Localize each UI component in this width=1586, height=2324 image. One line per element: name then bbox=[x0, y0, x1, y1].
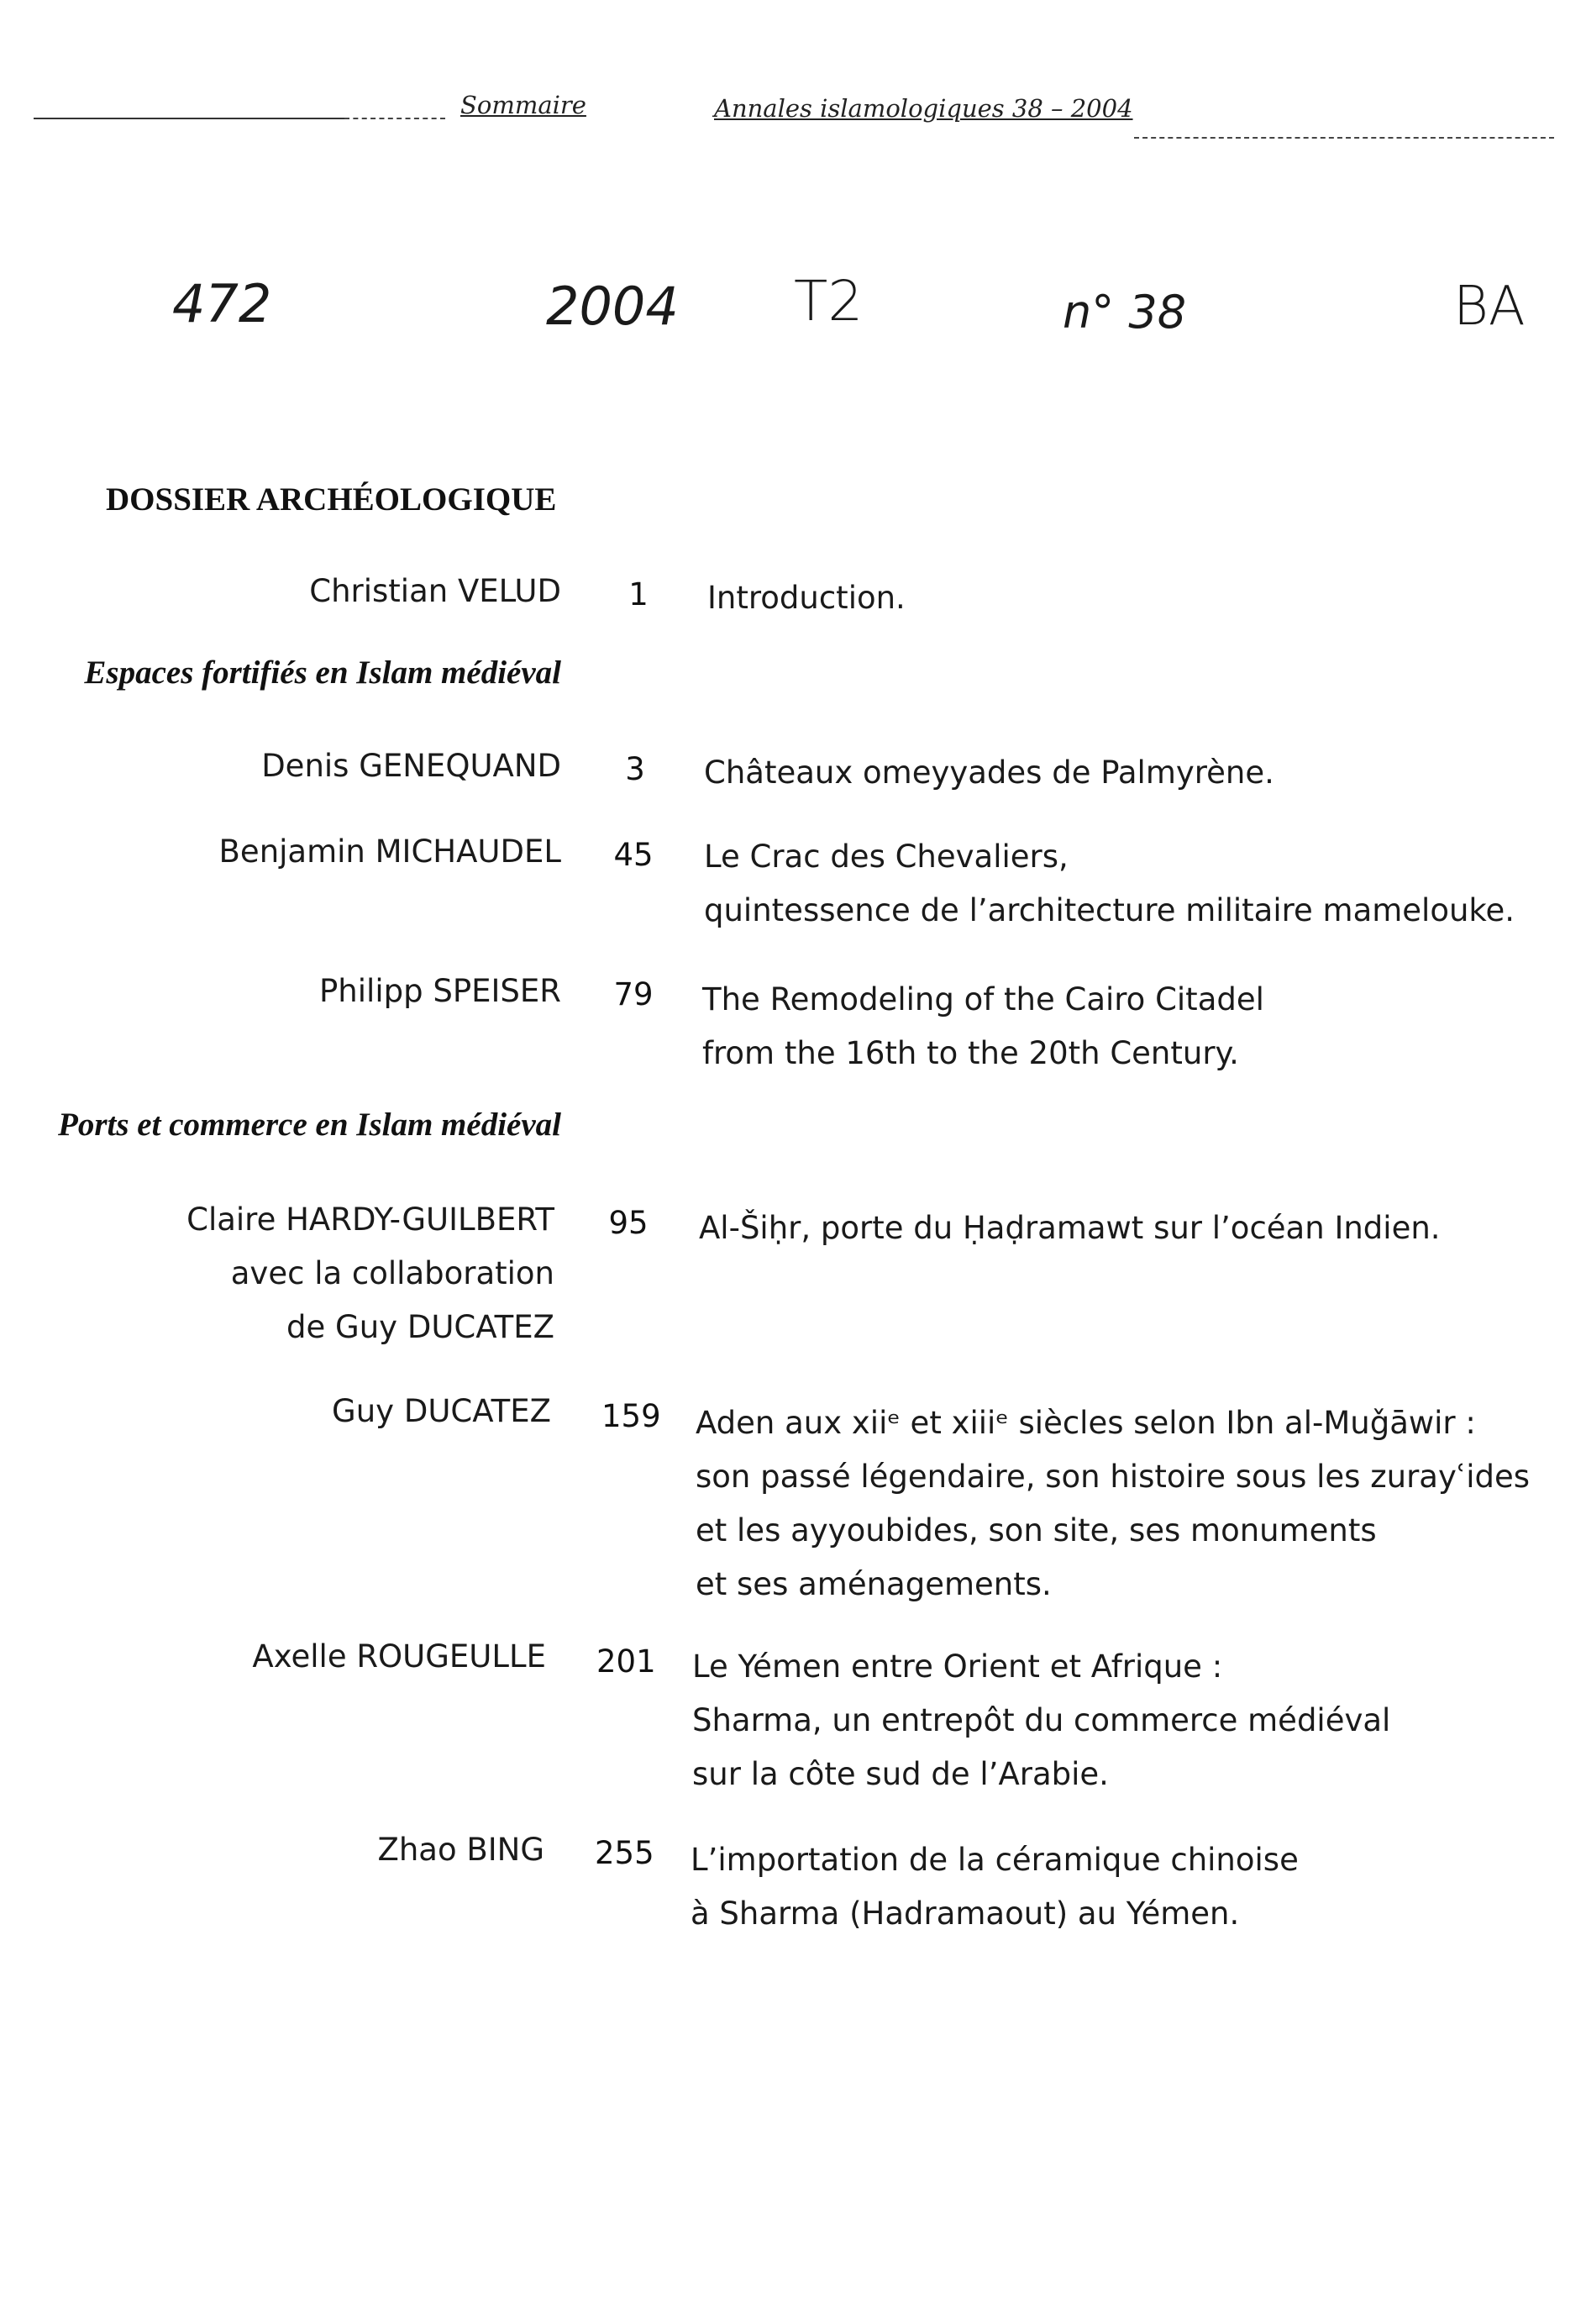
title-line: Al-Šiḥr, porte du Ḥaḍramawt sur l’océan Indien. bbox=[699, 1210, 1441, 1246]
toc-author bbox=[332, 1385, 551, 1438]
author-name: Denis GENEQUAND bbox=[261, 748, 561, 784]
title-line: Sharma, un entrepôt du commerce médiéval bbox=[692, 1702, 1391, 1738]
running-header-section: Sommaire bbox=[460, 91, 586, 119]
handwritten-tome: T2 bbox=[794, 269, 864, 334]
toc-author bbox=[252, 1630, 546, 1684]
toc-author bbox=[219, 825, 561, 879]
toc-entry-title bbox=[696, 1396, 1530, 1612]
title-line: Châteaux omeyyades de Palmyrène. bbox=[704, 755, 1274, 791]
title-line: Introduction. bbox=[707, 580, 906, 616]
toc-page-number: 45 bbox=[613, 837, 654, 873]
toc-author bbox=[319, 965, 561, 1018]
toc-page-number: 3 bbox=[625, 751, 645, 787]
toc-heading: DOSSIER ARCHÉOLOGIQUE bbox=[106, 481, 557, 518]
author-name: Christian VELUD bbox=[309, 573, 561, 609]
title-line: quintessence de l’architecture militaire mamelouke. bbox=[704, 892, 1515, 928]
handwritten-shelf-mark: BA bbox=[1453, 276, 1526, 338]
title-line: et ses aménagements. bbox=[696, 1566, 1052, 1602]
toc-page-number: 255 bbox=[595, 1835, 654, 1871]
author-name: Axelle ROUGEULLE bbox=[252, 1638, 546, 1675]
author-name: avec la collaboration bbox=[230, 1255, 554, 1291]
title-line: à Sharma (Hadramaout) au Yémen. bbox=[691, 1895, 1240, 1932]
toc-entry-title bbox=[699, 1201, 1441, 1255]
author-name: Philipp SPEISER bbox=[319, 973, 561, 1009]
toc-section-title: Espaces fortifiés en Islam médiéval bbox=[84, 655, 561, 691]
toc-author bbox=[261, 739, 561, 793]
toc-page-number: 79 bbox=[613, 976, 654, 1012]
title-line: Le Yémen entre Orient et Afrique : bbox=[692, 1648, 1223, 1685]
handwritten-issue: n° 38 bbox=[1063, 286, 1187, 339]
header-rule-left-dashed bbox=[344, 118, 445, 119]
toc-entry-title bbox=[704, 830, 1515, 938]
title-line: from the 16th to the 20th Century. bbox=[702, 1035, 1239, 1071]
toc-section-title: Ports et commerce en Islam médiéval bbox=[58, 1107, 561, 1143]
header-rule-left bbox=[34, 118, 344, 119]
toc-page-number: 95 bbox=[608, 1205, 649, 1241]
title-line: sur la côte sud de l’Arabie. bbox=[692, 1756, 1109, 1792]
toc-entry-title bbox=[702, 973, 1264, 1081]
running-header-journal: Annales islamologiques 38 – 2004 bbox=[714, 94, 1133, 123]
title-line: Aden aux xiiᵉ et xiiiᵉ siècles selon Ibn al-Muǧāwir : bbox=[696, 1405, 1476, 1441]
toc-entry-title bbox=[691, 1833, 1299, 1941]
toc-entry-title bbox=[704, 746, 1274, 800]
toc-author bbox=[186, 1193, 554, 1354]
title-line: Le Crac des Chevaliers, bbox=[704, 839, 1069, 875]
handwritten-year: 2004 bbox=[546, 276, 679, 337]
author-name: Claire HARDY-GUILBERT bbox=[186, 1201, 554, 1238]
toc-entry-title bbox=[692, 1640, 1390, 1801]
toc-author bbox=[377, 1823, 544, 1877]
title-line: et les ayyoubides, son site, ses monuments bbox=[696, 1512, 1377, 1548]
author-name: Zhao BING bbox=[377, 1832, 544, 1868]
toc-author bbox=[309, 565, 561, 618]
author-name: Benjamin MICHAUDEL bbox=[218, 833, 561, 870]
toc-page-number: 1 bbox=[628, 576, 649, 613]
header-rule-right-dashed bbox=[1134, 137, 1554, 139]
toc-entry-title bbox=[707, 571, 906, 625]
author-name: Guy DUCATEZ bbox=[332, 1393, 551, 1429]
author-name: de Guy DUCATEZ bbox=[286, 1309, 554, 1345]
title-line: L’importation de la céramique chinoise bbox=[691, 1842, 1299, 1878]
toc-page-number: 159 bbox=[601, 1398, 661, 1434]
toc-page-number: 201 bbox=[596, 1643, 656, 1680]
title-line: The Remodeling of the Cairo Citadel bbox=[702, 981, 1264, 1017]
handwritten-call-number: 472 bbox=[172, 273, 272, 334]
title-line: son passé légendaire, son histoire sous les zurayʿides bbox=[696, 1459, 1531, 1495]
